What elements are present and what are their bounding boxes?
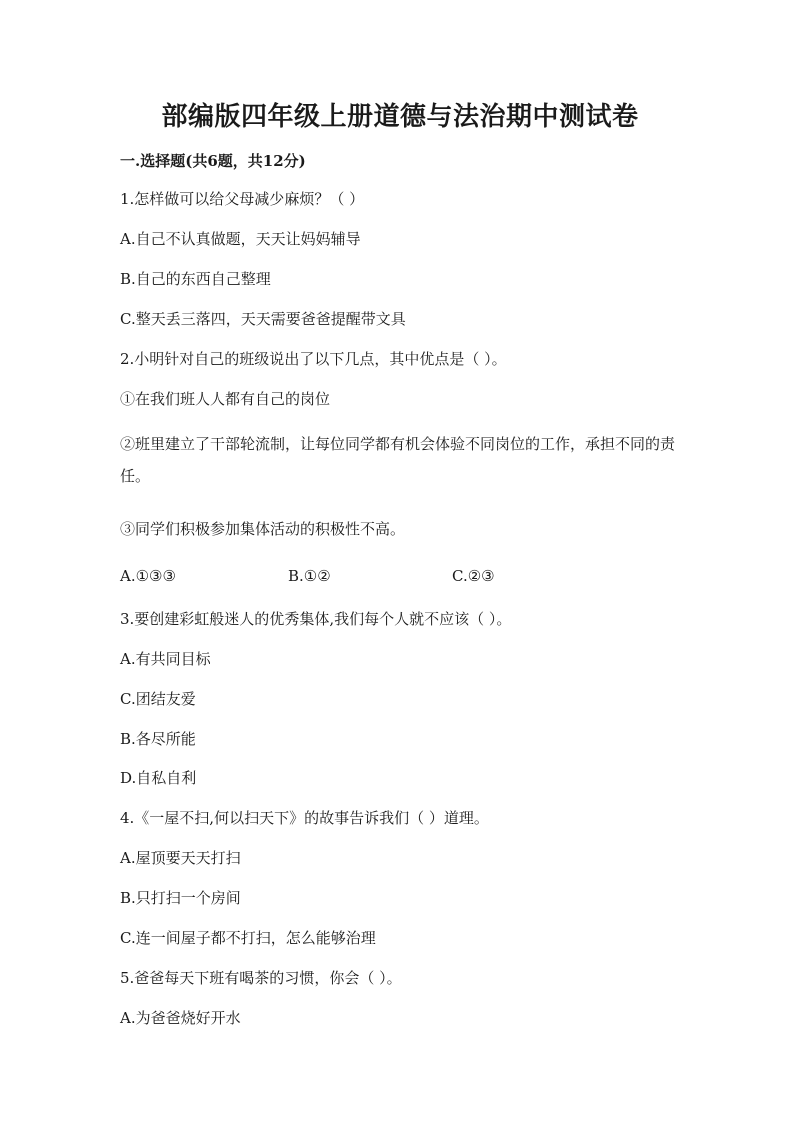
question-2-stem: 2.小明针对自己的班级说出了以下几点，其中优点是（ ）。	[120, 350, 507, 368]
question-2-statement-2: ②班里建立了干部轮流制，让每位同学都有机会体验不同岗位的工作，承担不同的责任。	[120, 435, 676, 485]
question-3-option-d: D.自私自利	[120, 769, 197, 787]
question-2-option-b: B.①②	[288, 567, 331, 585]
question-3-option-c: C.团结友爱	[120, 690, 196, 708]
question-1-stem: 1.怎样做可以给父母减少麻烦？（ ）	[120, 190, 365, 208]
question-2-statement-1: ①在我们班人人都有自己的岗位	[120, 390, 331, 408]
question-4-option-c: C.连一间屋子都不打扫，怎么能够治理	[120, 929, 376, 947]
question-2-option-a: A.①③③	[120, 567, 176, 585]
question-2-statement-3: ③同学们积极参加集体活动的积极性不高。	[120, 520, 406, 538]
question-3-stem: 3.要创建彩虹般迷人的优秀集体,我们每个人就不应该（ ）。	[120, 610, 512, 628]
page-title: 部编版四年级上册道德与法治期中测试卷	[161, 102, 639, 132]
question-1-option-c: C.整天丢三落四，天天需要爸爸提醒带文具	[120, 310, 406, 328]
question-1-option-a: A.自己不认真做题，天天让妈妈辅导	[120, 230, 361, 248]
question-3-option-b: B.各尽所能	[120, 730, 196, 748]
question-4-stem: 4.《一屋不扫,何以扫天下》的故事告诉我们（ ）道理。	[120, 809, 489, 827]
section-heading: 一.选择题(共6题，共12分)	[120, 152, 306, 170]
question-3-option-a: A.有共同目标	[120, 650, 211, 668]
question-2-option-c: C.②③	[452, 567, 495, 585]
question-5-stem: 5.爸爸每天下班有喝茶的习惯，你会（ ）。	[120, 969, 402, 987]
question-4-option-a: A.屋顶要天天打扫	[120, 849, 241, 867]
question-4-option-b: B.只打扫一个房间	[120, 889, 241, 907]
question-5-option-a: A.为爸爸烧好开水	[120, 1009, 241, 1027]
question-1-option-b: B.自己的东西自己整理	[120, 270, 271, 288]
